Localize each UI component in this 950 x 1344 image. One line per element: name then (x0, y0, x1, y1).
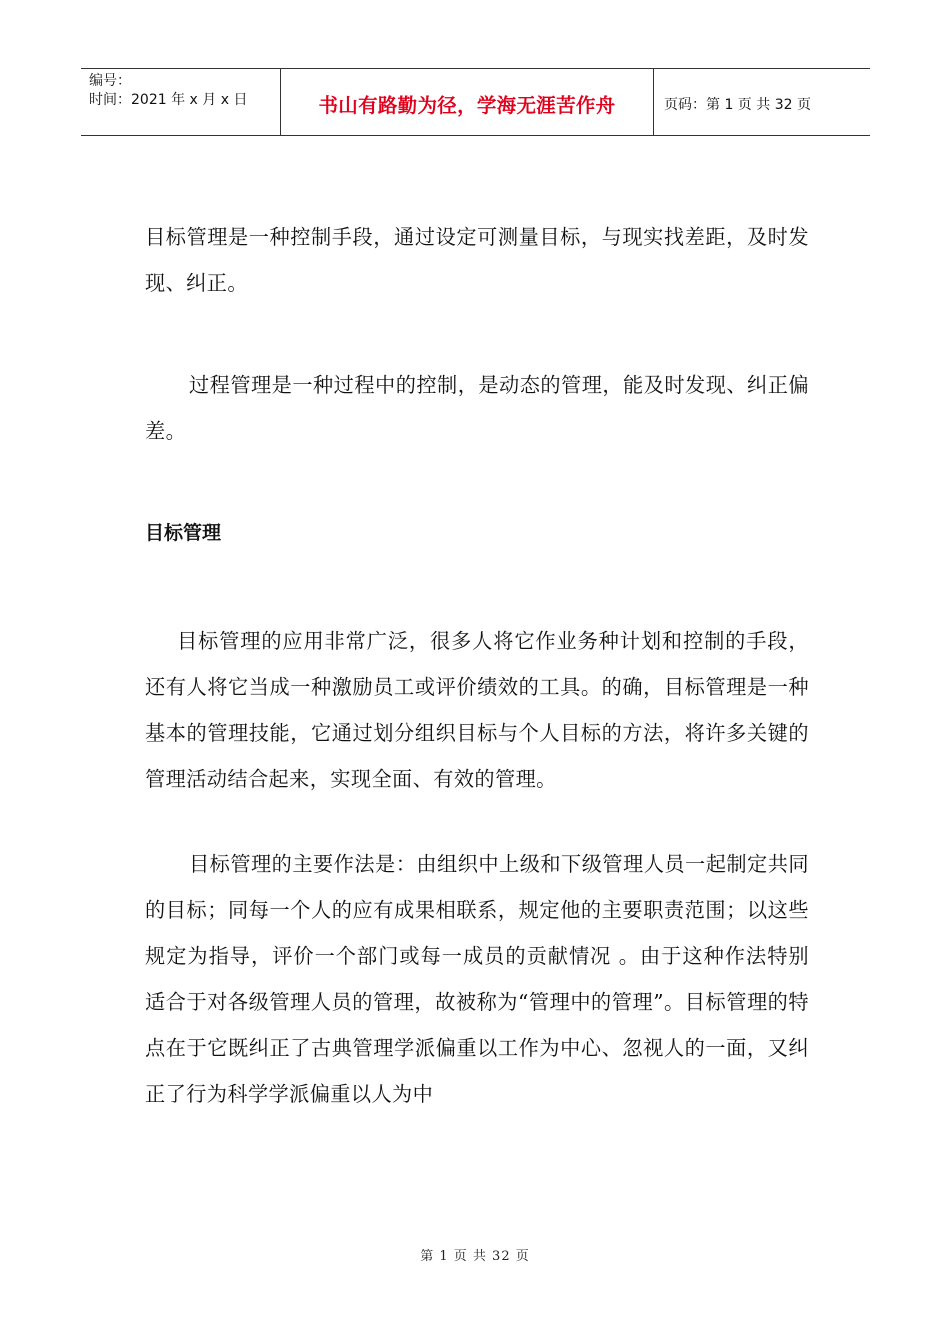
document-body (145, 214, 809, 1117)
spacer (145, 556, 809, 618)
page-footer: 第 1 页 共 32 页 (420, 1249, 530, 1264)
header-motto: 书山有路勤为径，学海无涯苦作舟 (318, 94, 616, 117)
paragraph-process-management: 过程管理是一种过程中的控制，是动态的管理，能及时发现、纠正偏差。 (145, 373, 809, 443)
spacer (145, 802, 809, 841)
spacer (145, 306, 809, 362)
header-number-label: 编号： (89, 73, 131, 89)
paragraph-goal-management-intro: 目标管理是一种控制手段，通过设定可测量目标，与现实找差距，及时发现、纠正。 (145, 225, 809, 295)
header-meta-cell (81, 69, 281, 135)
document-header (81, 68, 870, 136)
header-page-info: 页码：第 1 页 共 32 页 (664, 97, 811, 113)
paragraph-application: 目标管理的应用非常广泛，很多人将它作业务种计划和控制的手段，还有人将它当成一种激励员工或评价绩效的工具。的确，目标管理是一种基本的管理技能，它通过划分组织目标与个人目标的方法，将许多关键的管理活动结合起来，实现全面、有效的管理。 (145, 629, 809, 791)
header-date-label: 时间：2021 年 x 月 x 日 (89, 92, 248, 108)
spacer (145, 454, 809, 510)
paragraph-main-method: 目标管理的主要作法是：由组织中上级和下级管理人员一起制定共同的目标；同每一个人的应有成果相联系，规定他的主要职责范围；以这些规定为指导，评价一个部门或每一成员的贡献情况 。由于这种作法特别适合于对各级管理人员的管理，故被称为“管理中的管理”。目标管理的特点在于它既纠正了古典管理学派偏重以工作为中心、忽视人的一面，又纠正了行为科学学派偏重以人为中 (145, 852, 809, 1106)
header-page-cell (654, 69, 870, 135)
header-motto-cell (281, 69, 654, 135)
section-heading: 目标管理 (145, 522, 222, 544)
